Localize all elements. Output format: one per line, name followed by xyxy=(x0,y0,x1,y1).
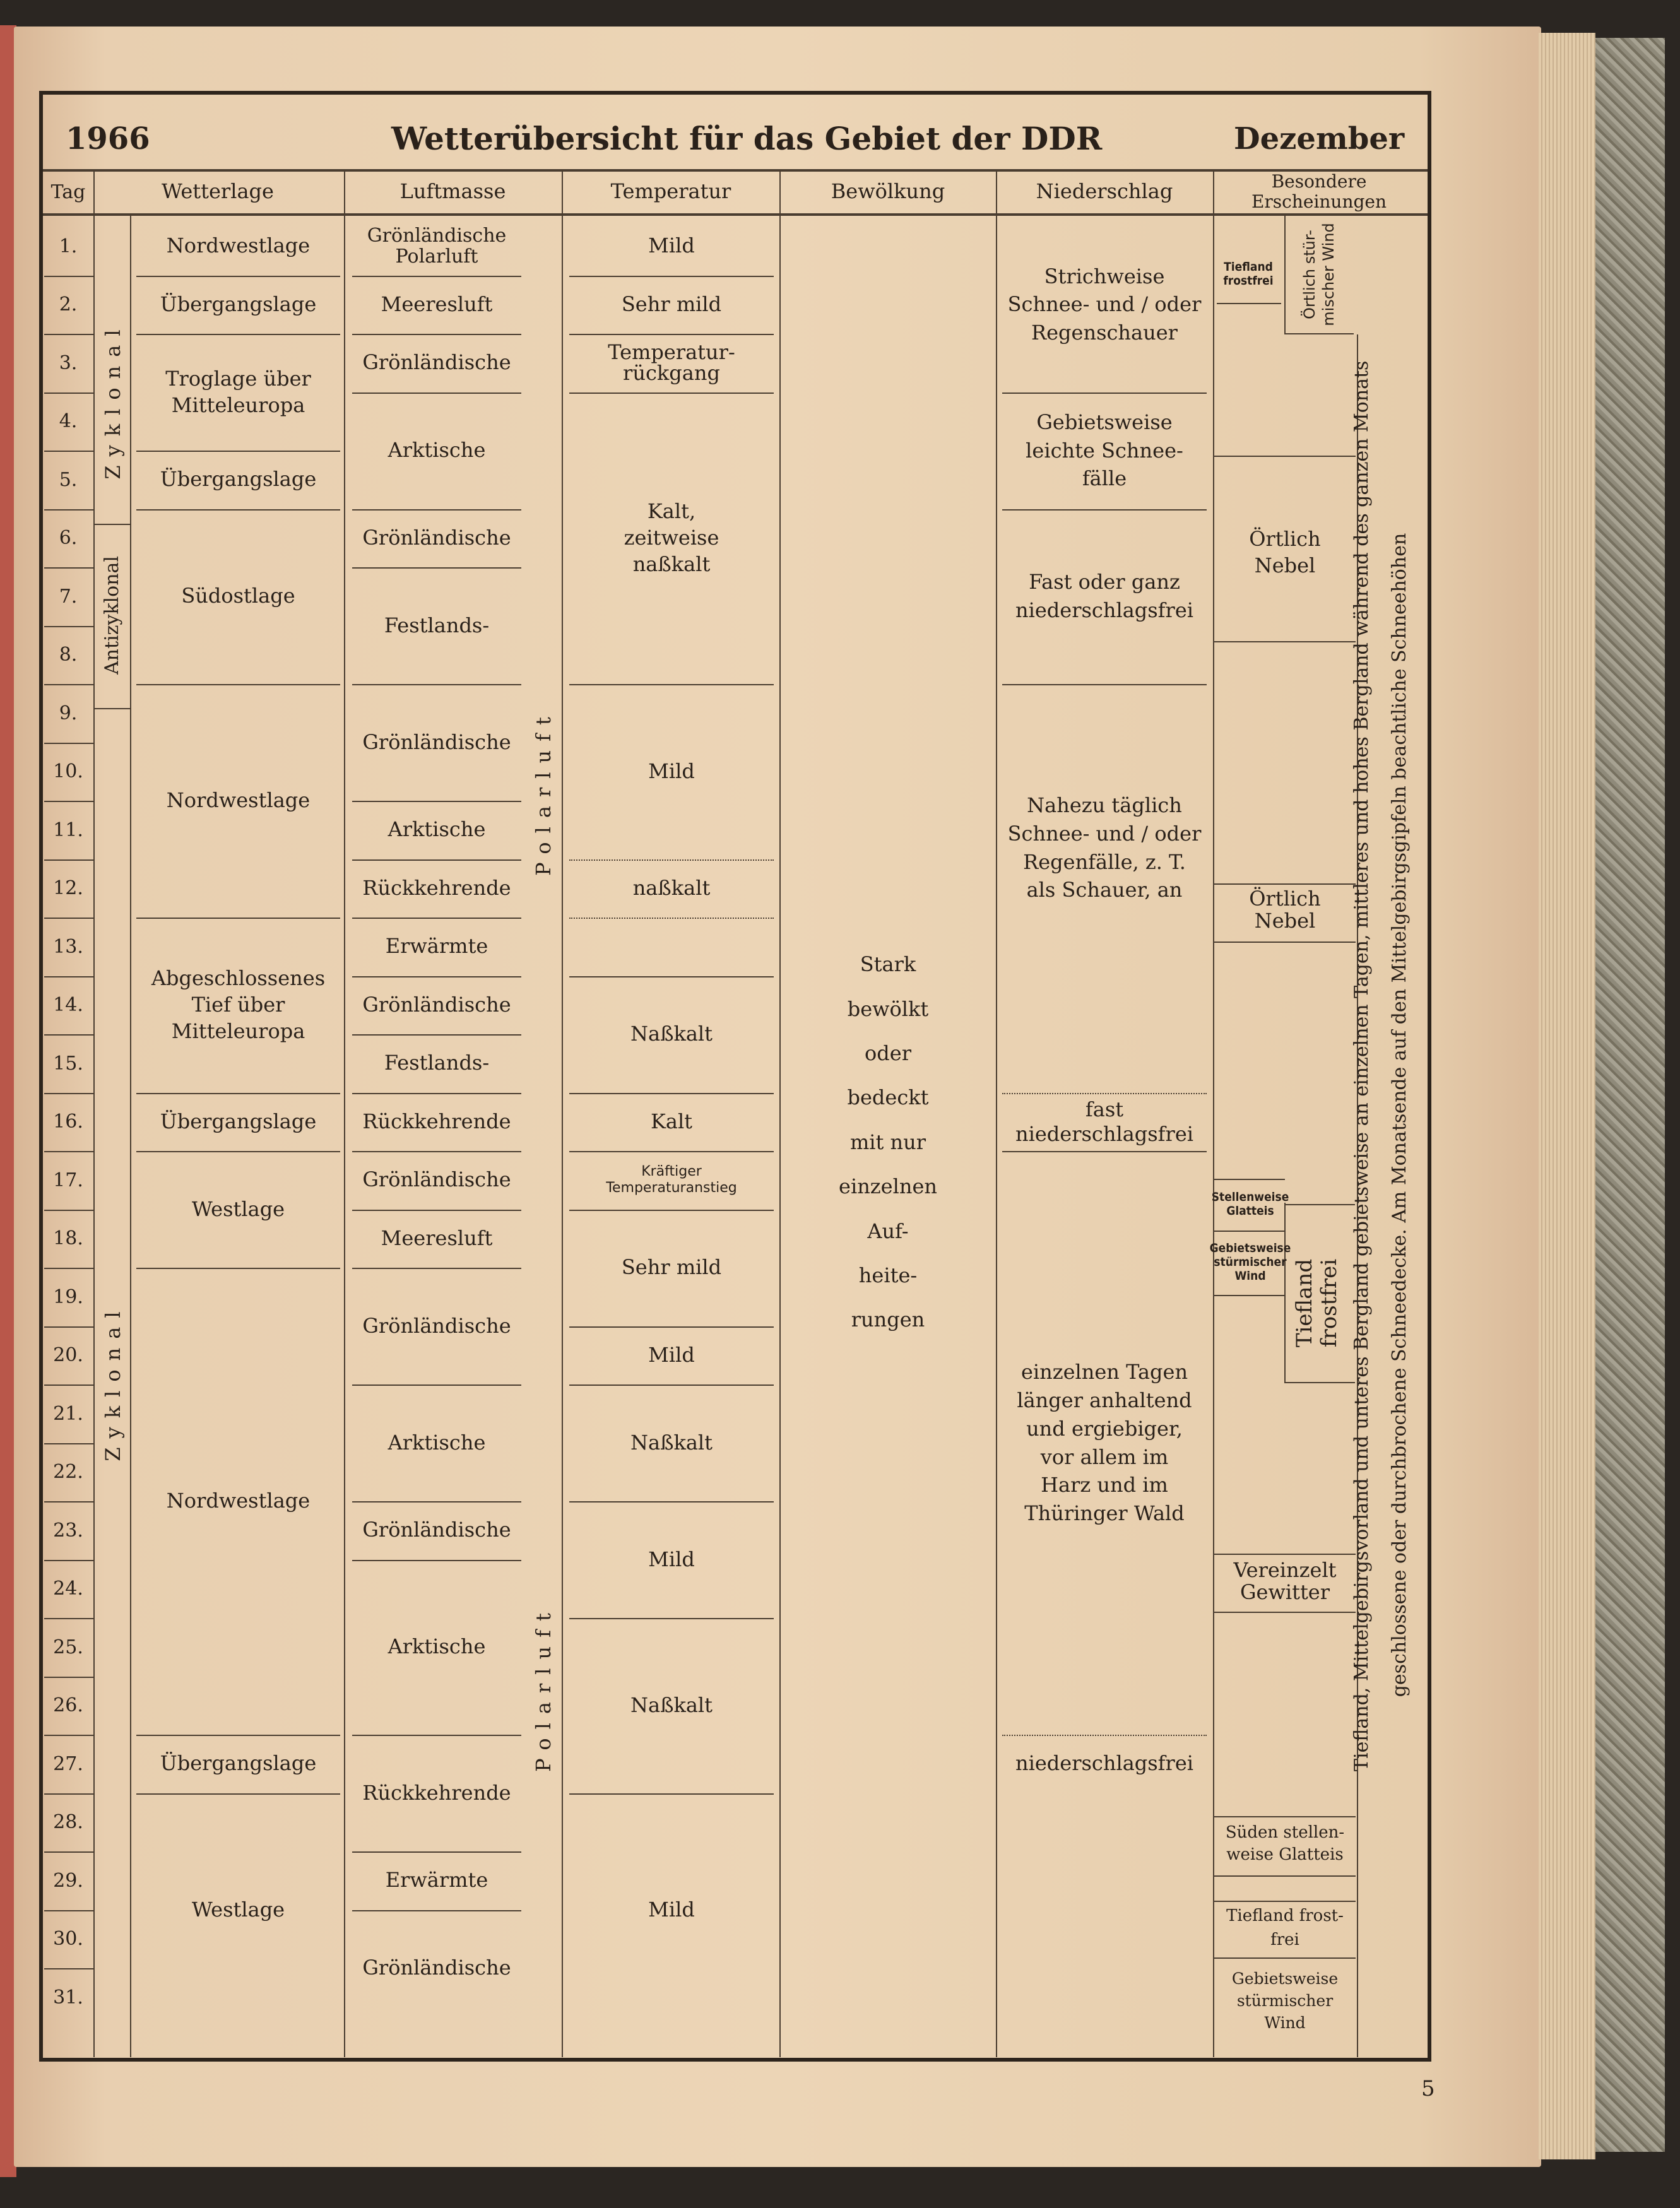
row-rule xyxy=(44,1735,93,1736)
besondere-rule xyxy=(1214,1231,1285,1232)
temperatur-cell: Mild xyxy=(648,759,695,783)
wetterlage-cell: Südostlage xyxy=(181,584,295,608)
cell-rule xyxy=(352,334,521,335)
besondere-rule xyxy=(1214,1957,1356,1959)
day-label: 3. xyxy=(59,351,78,374)
polarluft-label-2: Polarluft xyxy=(531,1604,555,1772)
col-header-besondere: Besondere Erscheinungen xyxy=(1251,170,1387,212)
day-label: 21. xyxy=(53,1402,83,1425)
besondere-tiefland-frostfrei-2: Tiefland frostfrei xyxy=(1292,1258,1342,1348)
wetterlage-cell: Übergangslage xyxy=(160,1751,317,1776)
cell-rule xyxy=(569,1151,774,1152)
temperatur-cell: Kalt, zeitweise naßkalt xyxy=(624,499,719,576)
col-header-bewoelkung: Bewölkung xyxy=(831,179,945,204)
cell-rule xyxy=(569,1384,774,1386)
day-label: 27. xyxy=(53,1752,83,1775)
wetterlage-cell: Troglage über Mitteleuropa xyxy=(165,366,311,417)
cell-rule xyxy=(352,276,521,277)
regime-divider xyxy=(95,524,130,525)
row-rule xyxy=(44,859,93,861)
luftmasse-cell: Grönländische xyxy=(362,1167,511,1192)
cell-rule xyxy=(1002,393,1207,394)
besondere-rule xyxy=(1214,942,1356,943)
cell-rule xyxy=(569,1326,774,1328)
day-label: 4. xyxy=(59,410,78,433)
cell-rule xyxy=(569,918,774,919)
row-rule xyxy=(44,567,93,569)
luftmasse-cell: Arktische xyxy=(387,1634,486,1659)
temperatur-cell: Naßkalt xyxy=(630,1430,713,1455)
cell-rule xyxy=(136,509,340,511)
day-label: 10. xyxy=(53,760,83,783)
day-label: 31. xyxy=(53,1986,83,2009)
row-rule xyxy=(44,743,93,744)
day-label: 6. xyxy=(59,527,78,550)
cell-rule xyxy=(352,1034,521,1036)
niederschlag-cell: Fast oder ganz niederschlagsfrei xyxy=(1015,570,1193,623)
wetterlage-cell: Westlage xyxy=(191,1897,285,1922)
niederschlag-cell: Gebietsweise leichte Schnee- fälle xyxy=(1026,410,1183,491)
cell-rule xyxy=(352,1851,521,1853)
col-header-niederschlag: Niederschlag xyxy=(1036,179,1173,204)
cell-rule xyxy=(569,1618,774,1619)
besondere-rule xyxy=(1214,1875,1356,1877)
temperatur-cell: Kräftiger Temperaturanstieg xyxy=(606,1163,737,1196)
day-label: 13. xyxy=(53,935,83,958)
row-rule xyxy=(44,1443,93,1444)
col-header-luftmasse: Luftmasse xyxy=(399,179,506,204)
temperatur-cell xyxy=(565,918,778,976)
cell-rule xyxy=(136,684,340,685)
cell-rule xyxy=(352,801,521,802)
niederschlag-cell: einzelnen Tagen länger anhaltend und ergiebiger, vor allem im Harz und im Thüringer Wald xyxy=(1017,1360,1192,1526)
row-rule xyxy=(44,1151,93,1152)
luftmasse-cell: Festlands- xyxy=(384,1051,490,1075)
besondere-rule xyxy=(1217,303,1281,304)
wetterlage-cell: Übergangslage xyxy=(160,1109,317,1133)
temperatur-cell: Naßkalt xyxy=(630,1022,713,1046)
cell-rule xyxy=(1002,1093,1207,1094)
luftmasse-cell: Erwärmte xyxy=(385,934,488,959)
col-header-temperatur: Temperatur xyxy=(610,179,731,204)
besondere-gebietsweise-stuermischer-wind-1: Gebietsweise stürmischer Wind xyxy=(1209,1241,1291,1283)
col-line xyxy=(996,170,997,2057)
cell-rule xyxy=(352,1560,521,1561)
besondere-oertlich-nebel-2: Örtlich Nebel xyxy=(1249,886,1321,933)
cell-rule xyxy=(569,684,774,685)
besondere-rule xyxy=(1214,1816,1356,1817)
cell-rule xyxy=(352,567,521,569)
row-rule xyxy=(44,801,93,802)
cell-rule xyxy=(1002,1151,1207,1152)
row-rule xyxy=(44,1093,93,1094)
luftmasse-cell: Grönländische xyxy=(362,525,511,550)
temperatur-cell: Kalt xyxy=(650,1109,693,1133)
cell-rule xyxy=(352,1910,521,1911)
day-label: 8. xyxy=(59,644,78,666)
day-label: 1. xyxy=(59,235,78,257)
day-label: 25. xyxy=(53,1636,83,1658)
temperatur-cell: Temperatur- rückgang xyxy=(608,339,735,386)
cell-rule xyxy=(136,334,340,335)
niederschlag-cell: Nahezu täglich Schnee- und / oder Regenfälle, z. T. als Schauer, an xyxy=(1007,793,1202,902)
cell-rule xyxy=(569,976,774,977)
besondere-rule xyxy=(1214,883,1356,885)
cell-rule xyxy=(352,1268,521,1269)
cell-rule xyxy=(352,1093,521,1094)
bewoelkung-text: Stark bewölkt oder bedeckt mit nur einzelnen Auf- heite- rungen xyxy=(839,952,937,1332)
wetterlage-cell: Nordwestlage xyxy=(166,233,311,258)
col-line xyxy=(130,215,131,2057)
besondere-tiefland-frostfrei-1: Tiefland frostfrei xyxy=(1223,260,1274,288)
cell-rule xyxy=(352,859,521,861)
row-rule xyxy=(44,1326,93,1328)
niederschlag-cell: Strichweise Schnee- und / oder Regenschauer xyxy=(1007,264,1202,345)
luftmasse-cell: Grönländische xyxy=(362,729,511,754)
row-rule xyxy=(44,1910,93,1911)
day-label: 23. xyxy=(53,1519,83,1542)
day-label: 30. xyxy=(53,1928,83,1951)
row-rule xyxy=(44,1851,93,1853)
row-rule xyxy=(44,1268,93,1269)
besondere-rule xyxy=(1214,1179,1285,1180)
row-rule xyxy=(44,918,93,919)
temperatur-cell: Mild xyxy=(648,1342,695,1367)
luftmasse-cell: Festlands- xyxy=(384,613,490,637)
row-rule xyxy=(44,1210,93,1211)
day-label: 9. xyxy=(59,702,78,724)
besondere-tiefland-frostfrei-3: Tiefland frost- frei xyxy=(1226,1906,1344,1949)
month: Dezember xyxy=(1234,121,1405,156)
besondere-rule xyxy=(1214,1901,1356,1902)
besondere-rule xyxy=(1214,1295,1285,1296)
besondere-rule xyxy=(1214,456,1356,457)
wetterlage-cell: Abgeschlossenes Tief über Mitteleuropa xyxy=(151,966,326,1043)
year: 1966 xyxy=(66,121,150,156)
cell-rule xyxy=(1002,684,1207,685)
cell-rule xyxy=(136,1151,340,1152)
day-label: 26. xyxy=(53,1694,83,1717)
besondere-rule xyxy=(1214,1554,1356,1555)
luftmasse-cell: Meeresluft xyxy=(381,292,493,316)
cell-rule xyxy=(352,1210,521,1211)
luftmasse-cell: Grönländische xyxy=(362,1956,511,1980)
niederschlag-cell: fast niederschlagsfrei xyxy=(1015,1097,1193,1146)
page-stack-edge xyxy=(1539,33,1595,2159)
cell-rule xyxy=(352,976,521,977)
row-rule xyxy=(44,1793,93,1795)
wetterlage-cell: Westlage xyxy=(191,1196,285,1221)
besondere-rule xyxy=(1214,1612,1356,1613)
cell-rule xyxy=(352,918,521,919)
luftmasse-cell: Grönländische Polarluft xyxy=(367,225,507,268)
regime-antizyklonal: Antizyklonal xyxy=(101,555,123,675)
luftmasse-cell: Rückkehrende xyxy=(362,1109,511,1133)
row-rule xyxy=(44,684,93,685)
header-bottom-rule xyxy=(43,213,1428,216)
luftmasse-cell: Meeresluft xyxy=(381,1225,493,1250)
row-rule xyxy=(44,976,93,977)
day-label: 7. xyxy=(59,585,78,608)
luftmasse-cell: Arktische xyxy=(387,438,486,463)
cell-rule xyxy=(136,1793,340,1795)
temperatur-cell: Sehr mild xyxy=(621,292,722,316)
page-number: 5 xyxy=(1421,2076,1435,2101)
day-label: 22. xyxy=(53,1461,83,1484)
wetterlage-cell: Übergangslage xyxy=(160,292,317,316)
cell-rule xyxy=(1002,509,1207,511)
cell-rule xyxy=(136,1268,340,1269)
row-rule xyxy=(44,451,93,452)
row-rule xyxy=(44,1384,93,1386)
cell-rule xyxy=(352,1501,521,1503)
temperatur-cell: Mild xyxy=(648,1897,695,1922)
temperatur-cell: Sehr mild xyxy=(621,1255,722,1280)
day-label: 14. xyxy=(53,994,83,1017)
cell-rule xyxy=(569,1501,774,1503)
page-title: Wetterübersicht für das Gebiet der DDR xyxy=(391,120,1103,157)
row-rule xyxy=(44,626,93,627)
day-label: 20. xyxy=(53,1344,83,1367)
temperatur-cell: Naßkalt xyxy=(630,1692,713,1717)
cell-rule xyxy=(352,684,521,685)
luftmasse-cell: Rückkehrende xyxy=(362,1780,511,1805)
row-rule xyxy=(44,1618,93,1619)
regime-zyklonal-2: Zyklonal xyxy=(101,1302,125,1461)
besondere-sueden-glatteis: Süden stellen- weise Glatteis xyxy=(1225,1822,1345,1864)
luftmasse-cell: Rückkehrende xyxy=(362,875,511,900)
cell-rule xyxy=(569,334,774,335)
row-rule xyxy=(44,1501,93,1503)
luftmasse-cell: Arktische xyxy=(387,817,486,842)
row-rule xyxy=(44,393,93,394)
cell-rule xyxy=(352,1735,521,1736)
cell-rule xyxy=(569,1793,774,1795)
luftmasse-cell: Grönländische xyxy=(362,1313,511,1338)
cell-rule xyxy=(136,1735,340,1736)
regime-divider xyxy=(95,708,130,709)
cell-rule xyxy=(1002,1735,1207,1736)
besondere-rule xyxy=(1284,1203,1286,1383)
cell-rule xyxy=(352,393,521,394)
day-label: 17. xyxy=(53,1169,83,1191)
besondere-vereinzelt-gewitter: Vereinzelt Gewitter xyxy=(1233,1557,1337,1604)
row-rule xyxy=(44,1034,93,1036)
cell-rule xyxy=(136,1093,340,1094)
day-label: 16. xyxy=(53,1111,83,1133)
luftmasse-cell: Grönländische xyxy=(362,350,511,375)
col-line xyxy=(93,170,95,2057)
luftmasse-cell: Grönländische xyxy=(362,1518,511,1542)
besondere-stellenweise-glatteis: Stellenweise Glatteis xyxy=(1211,1190,1289,1218)
cell-rule xyxy=(569,1093,774,1094)
col-line xyxy=(344,170,345,2057)
niederschlag-cell: niederschlagsfrei xyxy=(1015,1751,1193,1776)
row-rule xyxy=(44,276,93,277)
wetterlage-cell: Nordwestlage xyxy=(166,788,311,813)
row-rule xyxy=(44,1677,93,1678)
luftmasse-cell: Erwärmte xyxy=(385,1868,488,1892)
day-label: 29. xyxy=(53,1869,83,1892)
row-rule xyxy=(44,1560,93,1561)
besondere-rule xyxy=(1284,215,1286,334)
besondere-rule xyxy=(1284,1204,1355,1205)
cell-rule xyxy=(136,918,340,919)
col-line xyxy=(562,170,563,2057)
wetterlage-cell: Übergangslage xyxy=(160,467,317,492)
day-label: 19. xyxy=(53,1285,83,1308)
col-header-wetterlage: Wetterlage xyxy=(162,179,274,204)
cell-rule xyxy=(352,509,521,511)
besondere-oertlich-stuermischer-wind: Örtlich stür- mischer Wind xyxy=(1301,223,1337,326)
day-label: 15. xyxy=(53,1052,83,1075)
book-cover xyxy=(1595,38,1665,2152)
temperatur-cell: naßkalt xyxy=(632,875,711,900)
day-label: 18. xyxy=(53,1227,83,1250)
row-rule xyxy=(44,334,93,335)
besondere-monat-line-1: Tiefland, Mittelgebirgsvorland und unteres Bergland gebietsweise an einzelnen Tagen, mittleres und hohes Bergland während des ganzen Monats xyxy=(1351,360,1373,1771)
col-header-tag: Tag xyxy=(50,180,86,203)
luftmasse-cell: Arktische xyxy=(387,1430,486,1455)
cell-rule xyxy=(136,276,340,277)
row-rule xyxy=(44,509,93,511)
day-label: 28. xyxy=(53,1811,83,1834)
cell-rule xyxy=(569,393,774,394)
cell-rule xyxy=(352,1151,521,1152)
besondere-monat-line-2: geschlossene oder durchbrochene Schneedecke. Am Monatsende auf den Mittelgebirgsgipfeln beachtliche Schneehöhen xyxy=(1388,533,1411,1697)
row-rule xyxy=(44,1968,93,1969)
wetterlage-cell: Nordwestlage xyxy=(166,1489,311,1513)
luftmasse-cell: Grönländische xyxy=(362,992,511,1017)
cell-rule xyxy=(569,276,774,277)
polarluft-label-1: Polarluft xyxy=(531,708,555,876)
besondere-rule xyxy=(1214,641,1356,642)
temperatur-cell: Mild xyxy=(648,1547,695,1571)
cell-rule xyxy=(136,451,340,452)
besondere-rule xyxy=(1284,1382,1355,1383)
cell-rule xyxy=(569,859,774,861)
besondere-oertlich-nebel-1: Örtlich Nebel xyxy=(1249,527,1321,577)
cell-rule xyxy=(352,1384,521,1386)
day-label: 2. xyxy=(59,293,78,316)
cell-rule xyxy=(569,1210,774,1211)
besondere-gebietsweise-stuermischer-wind-2: Gebietsweise stürmischer Wind xyxy=(1231,1969,1339,2032)
day-label: 12. xyxy=(53,877,83,900)
day-label: 5. xyxy=(59,468,78,491)
temperatur-cell: Mild xyxy=(648,233,695,258)
day-label: 24. xyxy=(53,1578,83,1600)
regime-zyklonal-1: Zyklonal xyxy=(101,321,125,480)
col-line xyxy=(1213,170,1214,2057)
day-label: 11. xyxy=(53,818,83,841)
